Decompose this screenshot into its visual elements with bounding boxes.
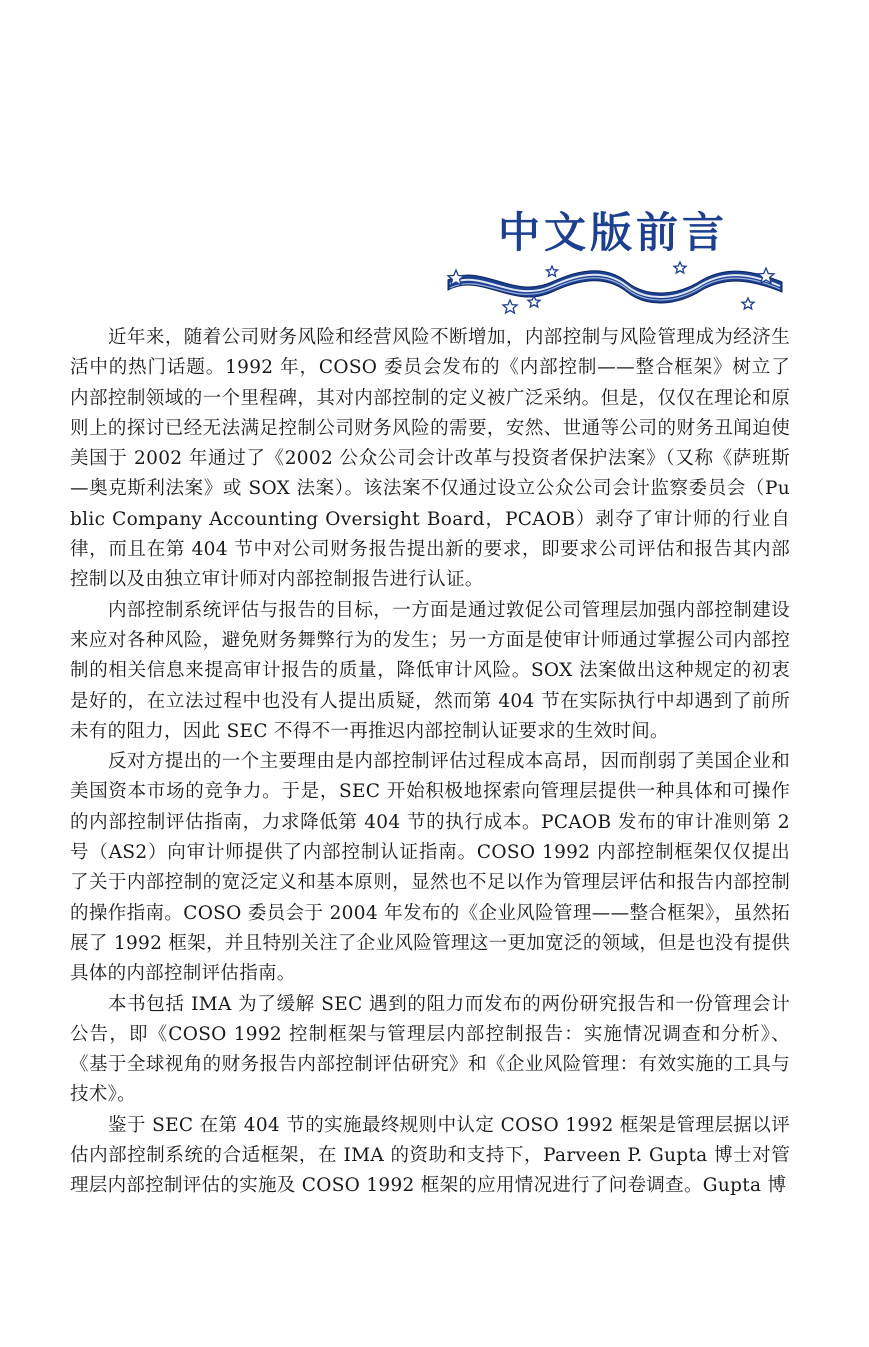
page-title: 中文版前言 [497,208,728,257]
ribbon-with-stars-icon [442,260,788,318]
body-text [70,323,790,1202]
paragraph: 内部控制系统评估与报告的目标，一方面是通过敦促公司管理层加强内部控制建设来应对各种风险，避免财务舞弊行为的发生；另一方面是使审计师通过掌握公司内部控制的相关信息来提高审计报告的质量，降低审计风险。SOX 法案做出这种规定的初衷是好的，在立法过程中也没有人提出质疑，然而第 404 节在实际执行中却遇到了前所未有的阻力，因此 SEC 不得不一再推迟内部控制认证要求的生效时间。 [70,599,790,742]
paragraph: 本书包括 IMA 为了缓解 SEC 遇到的阻力而发布的两份研究报告和一份管理会计公告，即《COSO 1992 控制框架与管理层内部控制报告：实施情况调查和分析》、《基于全球视角的财务报告内部控制评估研究》和《企业风险管理：有效实施的工具与技术》。 [70,993,790,1106]
paragraph: 近年来，随着公司财务风险和经营风险不断增加，内部控制与风险管理成为经济生活中的热门话题。1992 年，COSO 委员会发布的《内部控制——整合框架》树立了内部控制领域的一个里程碑，其对内部控制的定义被广泛采纳。但是，仅仅在理论和原则上的探讨已经无法满足控制公司财务风险的需要，安然、世通等公司的财务丑闻迫使美国于 2002 年通过了《2002 公众公司会计改革与投资者保护法案》（又称《萨班斯—奥克斯利法案》或 SOX 法案）。该法案不仅通过设立公众公司会计监察委员会（Public Company Accounting Oversight Board，PCAOB）剥夺了审计师的行业自律，而且在第 404 节中对公司财务报告提出新的要求，即要求公司评估和报告其内部控制以及由独立审计师对内部控制报告进行认证。 [70,327,790,591]
paragraph: 反对方提出的一个主要理由是内部控制评估过程成本高昂，因而削弱了美国企业和美国资本市场的竞争力。于是，SEC 开始积极地探索向管理层提供一种具体和可操作的内部控制评估指南，力求降低第 404 节的执行成本。PCAOB 发布的审计准则第 2 号（AS2）向审计师提供了内部控制认证指南。COSO 1992 内部控制框架仅仅提出了关于内部控制的宽泛定义和基本原则，显然也不足以作为管理层评估和报告内部控制的操作指南。COSO 委员会于 2004 年发布的《企业风险管理——整合框架》，虽然拓展了 1992 框架，并且特别关注了企业风险管理这一更加宽泛的领域，但是也没有提供具体的内部控制评估指南。 [70,751,790,985]
paragraph: 鉴于 SEC 在第 404 节的实施最终规则中认定 COSO 1992 框架是管理层据以评估内部控制系统的合适框架，在 IMA 的资助和支持下，Parveen P. Gupta 博士对管理层内部控制评估的实施及 COSO 1992 框架的应用情况进行了问卷调查。Gupta 博 [70,1114,790,1197]
chapter-heading [440,208,790,318]
